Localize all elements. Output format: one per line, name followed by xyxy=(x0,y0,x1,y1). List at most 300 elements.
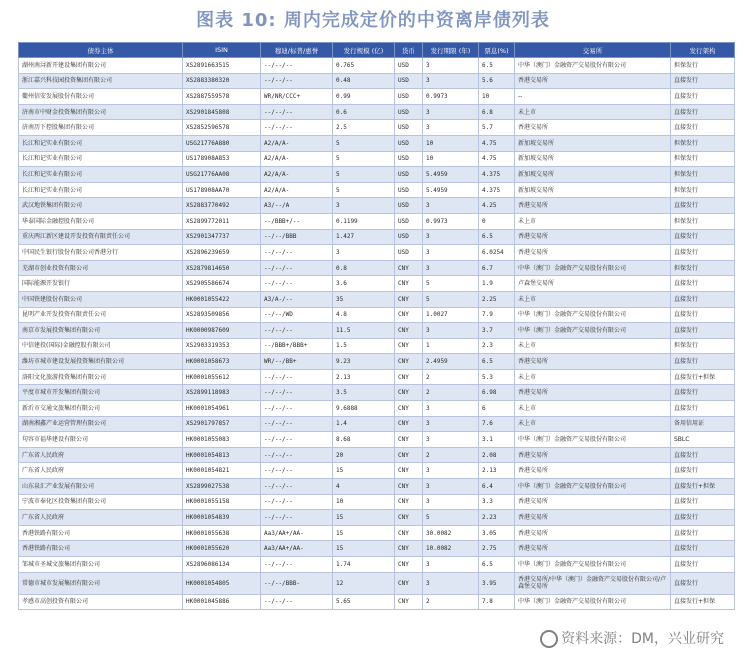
cell-structure: 直接发行 xyxy=(671,323,735,339)
cell-issue-size: 35 xyxy=(333,291,395,307)
cell-issue-size: 0.99 xyxy=(333,89,395,105)
cell-coupon: 6.5 xyxy=(479,229,515,245)
table-row xyxy=(19,354,735,370)
table-row xyxy=(19,594,735,610)
cell-isin: HK0001055620 xyxy=(183,541,261,557)
cell-isin: XS2901347737 xyxy=(183,229,261,245)
cell-issuer: 常德市城市发展集团有限公司 xyxy=(19,572,183,594)
cell-coupon: 5.7 xyxy=(479,120,515,136)
cell-isin: XS2883770492 xyxy=(183,198,261,214)
table-row xyxy=(19,213,735,229)
table-row xyxy=(19,167,735,183)
table-row xyxy=(19,323,735,339)
cell-rating: --/--/BBB xyxy=(261,229,333,245)
cell-issuer: 山东泉汇产业发展有限公司 xyxy=(19,479,183,495)
cell-exchange: 新加坡交易所 xyxy=(515,182,671,198)
cell-currency: CNY xyxy=(395,416,423,432)
cell-rating: --/--/-- xyxy=(261,463,333,479)
cell-tenor: 5.4959 xyxy=(423,182,479,198)
cell-issue-size: 15 xyxy=(333,525,395,541)
cell-isin: HK0001054813 xyxy=(183,447,261,463)
cell-structure: 担保发行 xyxy=(671,260,735,276)
cell-isin: XS2896239659 xyxy=(183,245,261,261)
cell-rating: --/--/WD xyxy=(261,307,333,323)
cell-issuer: 南京市发展投资集团有限公司 xyxy=(19,323,183,339)
table-row xyxy=(19,479,735,495)
cell-exchange: 未上市 xyxy=(515,416,671,432)
cell-issue-size: 15 xyxy=(333,541,395,557)
cell-isin: HK0001054821 xyxy=(183,463,261,479)
cell-exchange: 中华（澳门）金融资产交易股份有限公司 xyxy=(515,557,671,573)
cell-currency: CNY xyxy=(395,385,423,401)
cell-currency: CNY xyxy=(395,447,423,463)
bond-table xyxy=(18,42,735,610)
cell-coupon: 0 xyxy=(479,213,515,229)
cell-issuer: 昆明产业开发投资有限责任公司 xyxy=(19,307,183,323)
cell-isin: HK0001054961 xyxy=(183,401,261,417)
cell-currency: CNY xyxy=(395,572,423,594)
cell-tenor: 3 xyxy=(423,401,479,417)
cell-tenor: 5 xyxy=(423,291,479,307)
cell-coupon: 6.4 xyxy=(479,479,515,495)
cell-issuer: 芜湖市创业投资有限公司 xyxy=(19,260,183,276)
cell-tenor: 1.0027 xyxy=(423,307,479,323)
cell-rating: --/--/-- xyxy=(261,385,333,401)
cell-structure: 担保发行 xyxy=(671,58,735,74)
cell-structure: 直接发行 xyxy=(671,463,735,479)
cell-rating: --/--/-- xyxy=(261,401,333,417)
cell-currency: USD xyxy=(395,182,423,198)
cell-issuer: 孝感市高创投资有限公司 xyxy=(19,594,183,610)
col-header-issuer: 债券主体 xyxy=(19,43,183,58)
cell-issue-size: 0.8 xyxy=(333,260,395,276)
cell-issue-size: 20 xyxy=(333,447,395,463)
cell-issue-size: 0.48 xyxy=(333,73,395,89)
cell-rating: A2/A/A- xyxy=(261,135,333,151)
cell-currency: USD xyxy=(395,73,423,89)
cell-issue-size: 1.5 xyxy=(333,338,395,354)
cell-coupon: 3.1 xyxy=(479,432,515,448)
cell-isin: XS2899772011 xyxy=(183,213,261,229)
table-row xyxy=(19,245,735,261)
cell-issuer: 香港铁路有限公司 xyxy=(19,541,183,557)
cell-issuer: 广东省人民政府 xyxy=(19,447,183,463)
cell-currency: CNY xyxy=(395,594,423,610)
cell-structure: 直接发行 xyxy=(671,510,735,526)
cell-exchange: 中华（澳门）金融资产交易股份有限公司 xyxy=(515,479,671,495)
cell-tenor: 3 xyxy=(423,557,479,573)
table-row xyxy=(19,307,735,323)
cell-isin: XS2901845808 xyxy=(183,104,261,120)
cell-coupon: 2.13 xyxy=(479,463,515,479)
cell-issuer: 湖南湘鑫产业运营管理有限公司 xyxy=(19,416,183,432)
cell-isin: HK0001055158 xyxy=(183,494,261,510)
cell-coupon: 4.25 xyxy=(479,198,515,214)
col-header-exchange: 交易所 xyxy=(515,43,671,58)
cell-tenor: 3 xyxy=(423,494,479,510)
cell-issue-size: 0.1199 xyxy=(333,213,395,229)
col-header-structure: 发行架构 xyxy=(671,43,735,58)
cell-currency: CNY xyxy=(395,291,423,307)
cell-isin: HK0001054805 xyxy=(183,572,261,594)
cell-tenor: 3 xyxy=(423,416,479,432)
cell-tenor: 5.4959 xyxy=(423,167,479,183)
cell-currency: USD xyxy=(395,58,423,74)
cell-issuer: 济南市中财金投资集团有限公司 xyxy=(19,104,183,120)
cell-coupon: 2.25 xyxy=(479,291,515,307)
cell-exchange: 中华（澳门）金融资产交易股份有限公司 xyxy=(515,307,671,323)
cell-isin: XS2896086134 xyxy=(183,557,261,573)
cell-structure: 担保发行 xyxy=(671,135,735,151)
cell-structure: 直接发行 xyxy=(671,525,735,541)
table-row xyxy=(19,510,735,526)
cell-structure: 担保发行 xyxy=(671,167,735,183)
table-row xyxy=(19,557,735,573)
cell-coupon: 7.6 xyxy=(479,416,515,432)
cell-rating: A2/A/A- xyxy=(261,182,333,198)
cell-isin: XS2901797857 xyxy=(183,416,261,432)
table-row xyxy=(19,385,735,401)
cell-currency: USD xyxy=(395,89,423,105)
cell-tenor: 30.0082 xyxy=(423,525,479,541)
cell-issue-size: 5 xyxy=(333,167,395,183)
cell-rating: --/--/-- xyxy=(261,58,333,74)
cell-currency: CNY xyxy=(395,479,423,495)
cell-exchange: 未上市 xyxy=(515,291,671,307)
cell-issue-size: 5 xyxy=(333,151,395,167)
cell-issue-size: 1.74 xyxy=(333,557,395,573)
cell-exchange: 新加坡交易所 xyxy=(515,135,671,151)
cell-tenor: 3 xyxy=(423,229,479,245)
cell-isin: HK0000987609 xyxy=(183,323,261,339)
cell-exchange: 未上市 xyxy=(515,369,671,385)
cell-isin: XS2893509856 xyxy=(183,307,261,323)
table-row xyxy=(19,401,735,417)
cell-structure: 担保发行 xyxy=(671,338,735,354)
cell-rating: --/--/-- xyxy=(261,557,333,573)
cell-exchange: 中华（澳门）金融资产交易股份有限公司 xyxy=(515,323,671,339)
cell-tenor: 2.4959 xyxy=(423,354,479,370)
cell-issuer: 中信建投(国际)金融控股有限公司 xyxy=(19,338,183,354)
cell-coupon: 3.3 xyxy=(479,494,515,510)
table-row xyxy=(19,229,735,245)
cell-rating: --/--/-- xyxy=(261,369,333,385)
cell-isin: XS2879814650 xyxy=(183,260,261,276)
cell-exchange: 香港交易所 xyxy=(515,447,671,463)
cell-structure: 担保发行 xyxy=(671,182,735,198)
cell-rating: --/--/BBB- xyxy=(261,572,333,594)
col-header-rating: 穆迪/标普/惠誉 xyxy=(261,43,333,58)
table-row xyxy=(19,572,735,594)
cell-issuer: 长江和记实业有限公司 xyxy=(19,135,183,151)
cell-exchange: 香港交易所 xyxy=(515,541,671,557)
cell-currency: USD xyxy=(395,229,423,245)
cell-rating: --/BBB+/BBB+ xyxy=(261,338,333,354)
cell-issue-size: 2.13 xyxy=(333,369,395,385)
cell-structure: 直接发行 xyxy=(671,104,735,120)
cell-structure: 直接发行 xyxy=(671,494,735,510)
page-title: 图表 10: 周内完成定价的中资离岸债列表 xyxy=(196,10,550,31)
cell-exchange: 香港交易所 xyxy=(515,354,671,370)
cell-exchange: 香港交易所 xyxy=(515,245,671,261)
cell-currency: CNY xyxy=(395,541,423,557)
cell-issue-size: 3.5 xyxy=(333,385,395,401)
cell-structure: 直接发行 xyxy=(671,229,735,245)
table-row xyxy=(19,416,735,432)
cell-coupon: 4.375 xyxy=(479,167,515,183)
cell-tenor: 3 xyxy=(423,260,479,276)
cell-exchange: 香港交易所 xyxy=(515,229,671,245)
cell-structure: SBLC xyxy=(671,432,735,448)
cell-issuer: 华泰国际金融控股有限公司 xyxy=(19,213,183,229)
cell-exchange: 新加坡交易所 xyxy=(515,151,671,167)
cell-coupon: 4.375 xyxy=(479,182,515,198)
cell-issuer: 香港铁路有限公司 xyxy=(19,525,183,541)
cell-isin: USG21776AA08 xyxy=(183,167,261,183)
cell-structure: 直接发行 xyxy=(671,89,735,105)
cell-coupon: 2.75 xyxy=(479,541,515,557)
cell-currency: USD xyxy=(395,151,423,167)
table-row xyxy=(19,89,735,105)
cell-currency: CNY xyxy=(395,494,423,510)
cell-issuer: 洛阳文化旅游投资集团有限公司 xyxy=(19,369,183,385)
cell-issue-size: 3 xyxy=(333,198,395,214)
cell-tenor: 0.9973 xyxy=(423,213,479,229)
cell-issuer: 长江和记实业有限公司 xyxy=(19,151,183,167)
cell-tenor: 1 xyxy=(423,338,479,354)
cell-coupon: 7.9 xyxy=(479,307,515,323)
cell-tenor: 5 xyxy=(423,510,479,526)
cell-isin: XS2905586674 xyxy=(183,276,261,292)
cell-exchange: 中华（澳门）金融资产交易股份有限公司 xyxy=(515,58,671,74)
cell-isin: HK0001055638 xyxy=(183,525,261,541)
cell-issue-size: 3 xyxy=(333,245,395,261)
cell-tenor: 3 xyxy=(423,479,479,495)
cell-structure: 直接发行 xyxy=(671,354,735,370)
cell-coupon: 2.23 xyxy=(479,510,515,526)
cell-currency: CNY xyxy=(395,432,423,448)
cell-rating: --/--/-- xyxy=(261,120,333,136)
cell-issue-size: 4 xyxy=(333,479,395,495)
cell-structure: 直接发行 xyxy=(671,385,735,401)
cell-isin: XS2891663515 xyxy=(183,58,261,74)
cell-currency: CNY xyxy=(395,307,423,323)
cell-rating: A2/A/A- xyxy=(261,167,333,183)
cell-coupon: 4.75 xyxy=(479,135,515,151)
cell-coupon: 5.6 xyxy=(479,73,515,89)
cell-tenor: 3 xyxy=(423,323,479,339)
cell-issue-size: 15 xyxy=(333,463,395,479)
cell-tenor: 0.9973 xyxy=(423,89,479,105)
cell-currency: CNY xyxy=(395,260,423,276)
cell-structure: 担保发行 xyxy=(671,213,735,229)
cell-structure: 备用信用证 xyxy=(671,416,735,432)
col-header-currency: 货币 xyxy=(395,43,423,58)
watermark-logo-icon xyxy=(540,630,558,648)
cell-structure: 直接发行 xyxy=(671,245,735,261)
cell-exchange: 中华（澳门）金融资产交易股份有限公司 xyxy=(515,432,671,448)
cell-currency: USD xyxy=(395,198,423,214)
cell-currency: CNY xyxy=(395,276,423,292)
cell-tenor: 3 xyxy=(423,198,479,214)
cell-tenor: 3 xyxy=(423,73,479,89)
cell-tenor: 2 xyxy=(423,447,479,463)
cell-issuer: 中国民生银行股份有限公司香港分行 xyxy=(19,245,183,261)
table-row xyxy=(19,432,735,448)
cell-rating: --/--/-- xyxy=(261,432,333,448)
source-watermark xyxy=(540,628,724,648)
cell-exchange: -- xyxy=(515,89,671,105)
cell-coupon: 6 xyxy=(479,401,515,417)
cell-exchange: 香港交易所 xyxy=(515,385,671,401)
cell-structure: 直接发行 xyxy=(671,291,735,307)
col-header-isin: ISIN xyxy=(183,43,261,58)
cell-issuer: 邹城市圣城文旅集团有限公司 xyxy=(19,557,183,573)
cell-currency: USD xyxy=(395,120,423,136)
cell-issue-size: 0.6 xyxy=(333,104,395,120)
cell-issue-size: 8.68 xyxy=(333,432,395,448)
cell-exchange: 中华（澳门）金融资产交易股份有限公司 xyxy=(515,594,671,610)
cell-currency: CNY xyxy=(395,323,423,339)
cell-isin: HK0001055083 xyxy=(183,432,261,448)
cell-issuer: 重庆两江新区建设开发投资有限责任公司 xyxy=(19,229,183,245)
cell-tenor: 3 xyxy=(423,120,479,136)
cell-isin: HK0001045886 xyxy=(183,594,261,610)
table-header-row xyxy=(19,43,735,58)
table-row xyxy=(19,369,735,385)
table-row xyxy=(19,541,735,557)
cell-exchange: 香港交易所 xyxy=(515,463,671,479)
cell-coupon: 6.98 xyxy=(479,385,515,401)
cell-rating: A2/A/A- xyxy=(261,151,333,167)
table-row xyxy=(19,135,735,151)
cell-rating: --/--/-- xyxy=(261,416,333,432)
cell-issue-size: 1.4 xyxy=(333,416,395,432)
cell-issue-size: 12 xyxy=(333,572,395,594)
table-row xyxy=(19,151,735,167)
cell-issuer: 浙江嘉兴科技园投资集团有限公司 xyxy=(19,73,183,89)
cell-rating: --/--/-- xyxy=(261,447,333,463)
cell-structure: 直接发行 xyxy=(671,276,735,292)
table-row xyxy=(19,104,735,120)
table-row xyxy=(19,276,735,292)
cell-structure: 直接发行 xyxy=(671,541,735,557)
table-row xyxy=(19,58,735,74)
table-row xyxy=(19,198,735,214)
table-row xyxy=(19,494,735,510)
cell-rating: --/--/-- xyxy=(261,104,333,120)
cell-coupon: 5.3 xyxy=(479,369,515,385)
cell-issue-size: 11.5 xyxy=(333,323,395,339)
cell-isin: USG21776A880 xyxy=(183,135,261,151)
cell-currency: USD xyxy=(395,245,423,261)
cell-issuer: 长江和记实业有限公司 xyxy=(19,182,183,198)
table-row xyxy=(19,73,735,89)
cell-issuer: 宁波市奉化区投资集团有限公司 xyxy=(19,494,183,510)
cell-rating: --/BBB+/-- xyxy=(261,213,333,229)
cell-isin: US178908AA70 xyxy=(183,182,261,198)
cell-isin: XS2903319353 xyxy=(183,338,261,354)
cell-issuer: 湖州南浔新开建设集团有限公司 xyxy=(19,58,183,74)
cell-isin: XS2899118983 xyxy=(183,385,261,401)
cell-tenor: 10 xyxy=(423,151,479,167)
cell-exchange: 未上市 xyxy=(515,338,671,354)
cell-rating: Aa3/AA+/AA- xyxy=(261,525,333,541)
cell-structure: 直接发行 xyxy=(671,447,735,463)
cell-currency: USD xyxy=(395,104,423,120)
cell-issuer: 广东省人民政府 xyxy=(19,510,183,526)
table-row xyxy=(19,338,735,354)
cell-rating: A3/A-/-- xyxy=(261,291,333,307)
cell-tenor: 3 xyxy=(423,463,479,479)
cell-tenor: 3 xyxy=(423,245,479,261)
cell-currency: CNY xyxy=(395,510,423,526)
cell-isin: XS2887559578 xyxy=(183,89,261,105)
cell-exchange: 香港交易所 xyxy=(515,73,671,89)
cell-tenor: 2 xyxy=(423,369,479,385)
cell-coupon: 1.9 xyxy=(479,276,515,292)
cell-rating: --/--/-- xyxy=(261,510,333,526)
cell-coupon: 6.8 xyxy=(479,104,515,120)
cell-exchange: 香港交易所 xyxy=(515,120,671,136)
cell-issue-size: 2.5 xyxy=(333,120,395,136)
cell-exchange: 香港交易所 xyxy=(515,494,671,510)
cell-tenor: 3 xyxy=(423,432,479,448)
cell-structure: 直接发行 xyxy=(671,572,735,594)
cell-rating: A3/--/A xyxy=(261,198,333,214)
cell-exchange: 未上市 xyxy=(515,104,671,120)
cell-coupon: 3.05 xyxy=(479,525,515,541)
cell-coupon: 6.5 xyxy=(479,557,515,573)
cell-currency: USD xyxy=(395,135,423,151)
cell-rating: --/--/-- xyxy=(261,323,333,339)
cell-structure: 直接发行+担保 xyxy=(671,594,735,610)
cell-exchange: 未上市 xyxy=(515,213,671,229)
cell-rating: --/--/-- xyxy=(261,479,333,495)
cell-issuer: 句容市福华建设有限公司 xyxy=(19,432,183,448)
cell-rating: --/--/-- xyxy=(261,276,333,292)
cell-issue-size: 9.23 xyxy=(333,354,395,370)
cell-isin: HK0001055612 xyxy=(183,369,261,385)
cell-rating: Aa3/AA+/AA- xyxy=(261,541,333,557)
cell-issue-size: 5.65 xyxy=(333,594,395,610)
cell-rating: --/--/-- xyxy=(261,494,333,510)
cell-isin: HK0001054839 xyxy=(183,510,261,526)
cell-exchange: 未上市 xyxy=(515,401,671,417)
cell-currency: CNY xyxy=(395,525,423,541)
cell-issuer: 平度市城市开发集团有限公司 xyxy=(19,385,183,401)
cell-tenor: 3 xyxy=(423,104,479,120)
cell-issuer: 国际能源开发银行 xyxy=(19,276,183,292)
table-row xyxy=(19,463,735,479)
cell-tenor: 10 xyxy=(423,135,479,151)
cell-coupon: 6.0254 xyxy=(479,245,515,261)
cell-exchange: 新加坡交易所 xyxy=(515,167,671,183)
cell-currency: CNY xyxy=(395,557,423,573)
cell-coupon: 6.7 xyxy=(479,260,515,276)
cell-issuer: 广东省人民政府 xyxy=(19,463,183,479)
cell-tenor: 3 xyxy=(423,58,479,74)
cell-issue-size: 5 xyxy=(333,135,395,151)
cell-issuer: 武汉地铁集团有限公司 xyxy=(19,198,183,214)
col-header-coupon: 票息(%) xyxy=(479,43,515,58)
cell-structure: 直接发行 xyxy=(671,401,735,417)
cell-rating: --/--/-- xyxy=(261,260,333,276)
watermark-text: 资料来源：DM，兴业研究 xyxy=(561,631,724,647)
cell-structure: 直接发行+担保 xyxy=(671,479,735,495)
cell-currency: USD xyxy=(395,167,423,183)
cell-rating: --/--/-- xyxy=(261,73,333,89)
